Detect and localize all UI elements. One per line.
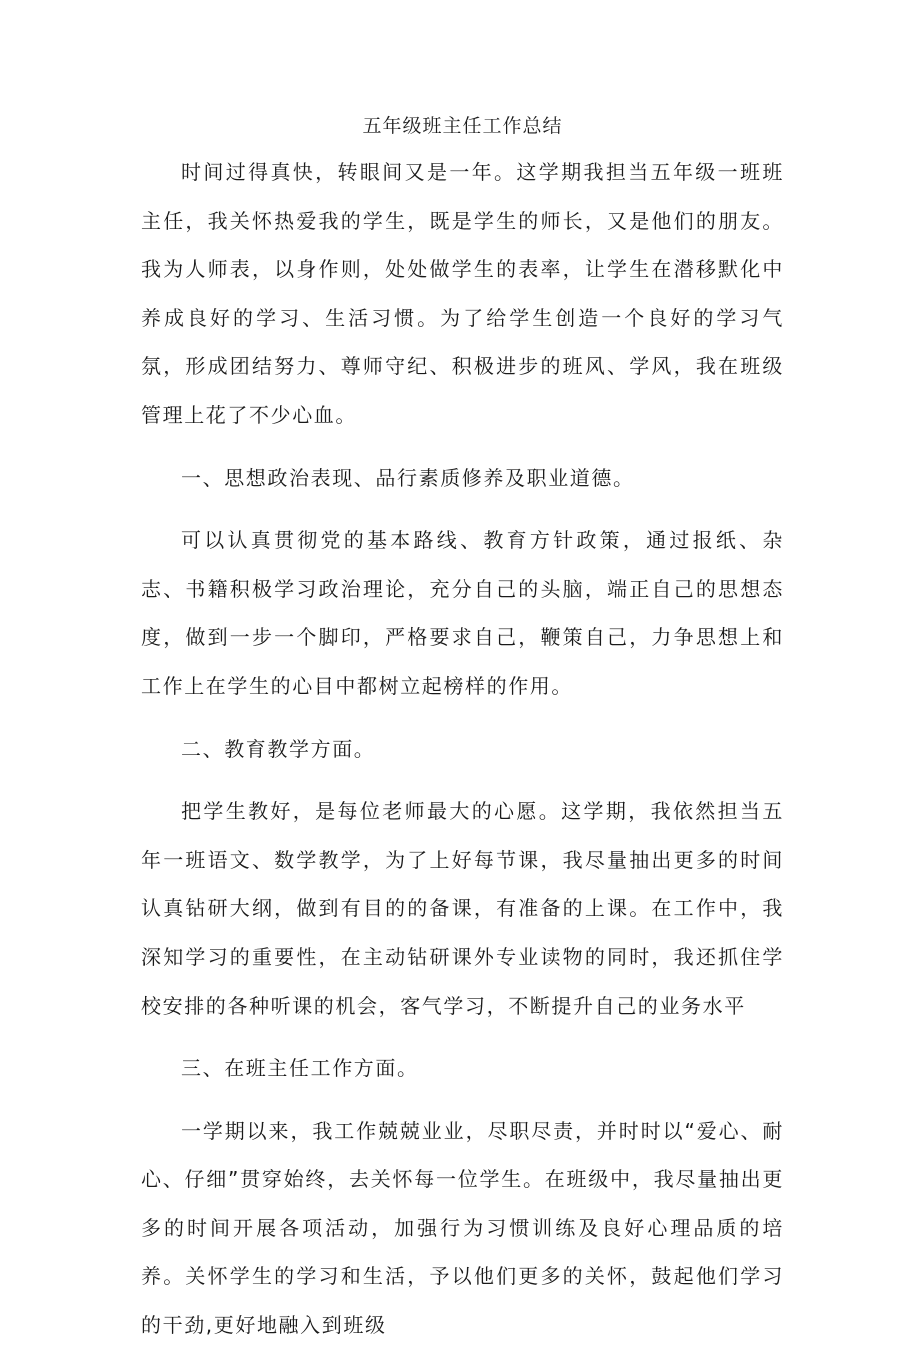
spacer	[141, 773, 784, 787]
section-3-paragraph: 一学期以来，我工作兢兢业业，尽职尽责，并时时以“爱心、耐心、仔细”贯穿始终，去关怀每一位学生。在班级中，我尽量抽出更多的时间开展各项活动，加强行为习惯训练及良好心理品质的培养。关怀学生的学习和生活，予以他们更多的关怀，鼓起他们学习的干劲,更好地融入到班级	[141, 1118, 784, 1338]
section-heading-2: 二、教育教学方面。	[181, 736, 376, 761]
spacer	[141, 440, 784, 454]
section-heading-3: 三、在班主任工作方面。	[181, 1056, 419, 1081]
document-title: 五年级班主任工作总结	[362, 115, 563, 137]
spacer	[141, 1093, 784, 1107]
spacer	[141, 711, 784, 725]
intro-paragraph: 时间过得真快，转眼间又是一年。这学期我担当五年级一班班主任，我关怀热爱我的学生，既是学生的师长，又是他们的朋友。我为人师表，以身作则，处处做学生的表率，让学生在潜移默化中养成良好的学习、生活习惯。为了给学生创造一个良好的学习气氛，形成团结努力、尊师守纪、积极进步的班风、学风，我在班级管理上花了不少心血。	[141, 160, 784, 427]
section-heading-1: 一、思想政治表现、品行素质修养及职业道德。	[181, 465, 635, 490]
section-1-paragraph: 可以认真贯彻党的基本路线、教育方针政策，通过报纸、杂志、书籍积极学习政治理论，充分自己的头脑，端正自己的思想态度，做到一步一个脚印，严格要求自己，鞭策自己，力争思想上和工作上在学生的心目中都树立起榜样的作用。	[141, 528, 784, 698]
section-2-paragraph: 把学生教好，是每位老师最大的心愿。这学期，我依然担当五年一班语文、数学教学，为了上好每节课，我尽量抽出更多的时间认真钻研大纲，做到有目的的备课，有准备的上课。在工作中，我深知学习的重要性，在主动钻研课外专业读物的同时，我还抓住学校安排的各种听课的机会，客气学习，不断提升自己的业务水平	[141, 799, 784, 1018]
spacer	[141, 502, 784, 516]
spacer	[141, 1030, 784, 1044]
